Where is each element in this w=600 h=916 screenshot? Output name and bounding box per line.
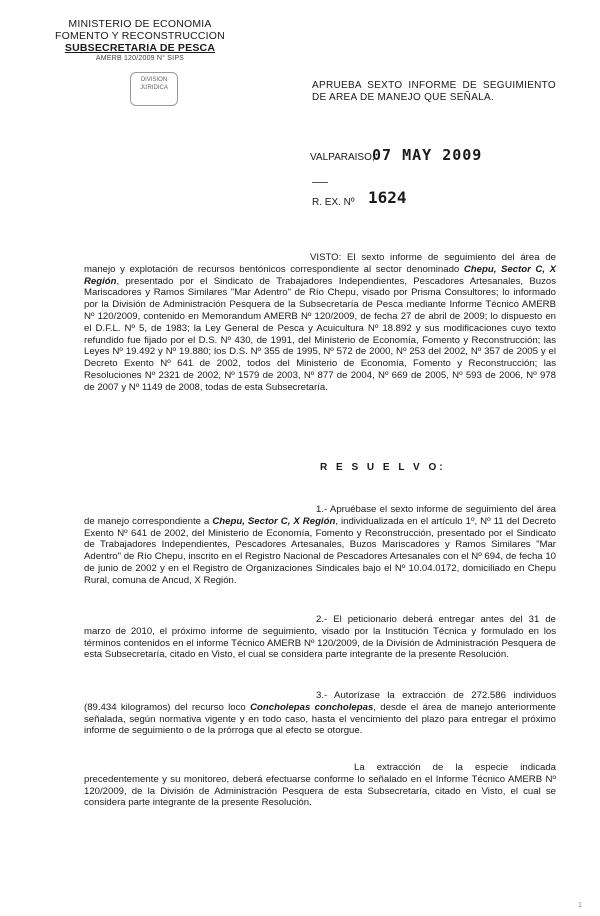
article-3-species: Concholepas concholepas [250,701,374,713]
article-3 [84,690,556,737]
visto-paragraph [84,252,556,394]
divider [312,182,328,183]
article-2-text: marzo de 2010, el próximo informe de seguimiento, visado por la Institución Técnica y formulado en los términos contenidos en el informe Técnico AMERB Nº 120/2009, de la División de Administración Pesquera de esta Subsecretaría, citado en Visto, el cual se considera parte integrante de la presente Resolución. [84,625,556,661]
header-subsecretaria: SUBSECRETARIA DE PESCA [64,42,216,54]
article-3-text: individuos (89.434 kilogramos) del recurso loco [84,690,556,713]
division-stamp: DIVISION JURIDICA [130,72,178,106]
visto-sector: Chepu, Sector C, X Región [84,263,556,287]
article-4 [84,762,556,809]
place-label: VALPARAISO, [310,152,375,163]
visto-lead: VISTO: [310,252,342,263]
rex-label: R. EX. Nº [312,197,355,208]
ministry-header [45,18,235,63]
article-2-lead: 2.- El peticionario deberá entregar antes del 31 de [316,614,556,625]
visto-text-2: , presentado por el Sindicato de Trabajadores Independientes, Pescadores Artesanales, Buzos Mariscadores y Ramos Similares "Mar Adentro" de Río Chepu, visado por Prisma Consultores; lo informado por la División de Administración Pesquera de la Subsecretaría de Pesca mediante Informe Técnico AMERB Nº 120/2009, contenido en Memorandum AMERB Nº 120/2009, de fecha 27 de abril de 2009; lo dispuesto en el D.F.L. Nº 5, de 1983; la Ley General de Pesca y Acuicultura Nº 18.892 y sus modificaciones cuyo texto refundido fue fijado por el D.S. Nº 430, de 1991, del Ministerio de Economía, Fomento y Reconstrucción; las Leyes Nº 19.492 y Nº 19.880; los D.S. Nº 355 de 1995, Nº 572 de 2000, Nº 253 del 2002, Nº 357 de 2005 y el Decreto Exento Nº 641 de 2002, todos del Ministerio de Economía, Fomento y Reconstrucción; las Resoluciones Nº 2321 de 2002, Nº 1579 de 2003, Nº 877 de 2004, Nº 669 de 2005, Nº 593 de 2006, Nº 978 de 2007 y Nº 1149 de 2008, todas de esta Subsecretaría. [84,275,556,393]
visto-text: El sexto informe de seguimiento del área de manejo y explotación de recursos bentónicos correspondiente al sector denominado [84,252,556,275]
resolution-summary: APRUEBA SEXTO INFORME DE SEGUIMIENTO DE AREA DE MANEJO QUE SEÑALA. [312,80,556,103]
rex-number: 1624 [368,188,407,207]
article-3-lead: 3.- Autorízase la extracción de 272.586 [316,690,506,701]
header-fomento: FOMENTO Y RECONSTRUCCION [55,30,225,42]
article-1-lead: 1.- Apruébase el sexto informe de seguimiento del área de manejo correspondiente a [84,504,556,527]
article-1 [84,504,556,587]
article-4-lead: La extracción de la especie indicada [354,762,556,773]
article-1-text: , individualizada en el artículo 1º, Nº 11 del Decreto Exento Nº 641 de 2002, del Ministerio de Economía, Fomento y Reconstrucción, presentado por el Sindicato de Trabajadores Independientes, Pescadores Artesanales, Buzos Mariscadores y Ramos Similares "Mar Adentro" de Río Chepu, inscrito en el Registro Nacional de Pescadores Artesanales con el Nº 694, de fecha 10 de junio de 2002 y en el Registro de Organizaciones Sindicales bajo el Nº 10.04.0172, domiciliado en Chepu Rural, comuna de Ancud, X Región. [84,515,556,586]
article-1-sector: Chepu, Sector C, X Región [212,515,336,527]
article-4-text: precedentemente y su monitoreo, deberá efectuarse conforme lo señalado en el Informe Técnico AMERB Nº 120/2009, de la División de Administración Pesquera de esta Subsecretaría, citado en Visto, el cual se considera parte integrante de la presente Resolución. [84,773,556,809]
header-reference: AMERB 120/2009 N° SIPS [95,55,185,62]
article-3-text-2: , desde el área de manejo anteriormente señalada, según normativa vigente y en todo caso, hasta el vencimiento del plazo para entregar el próximo informe de seguimiento o de la prórroga que al efecto se otorgue. [84,701,556,737]
date-stamp: 07 MAY 2009 [372,146,483,164]
page-mark: 1 [578,902,582,909]
article-2 [84,614,556,661]
resuelvo-heading: R E S U E L V O: [320,462,446,473]
header-ministry: MINISTERIO DE ECONOMIA [68,18,212,30]
